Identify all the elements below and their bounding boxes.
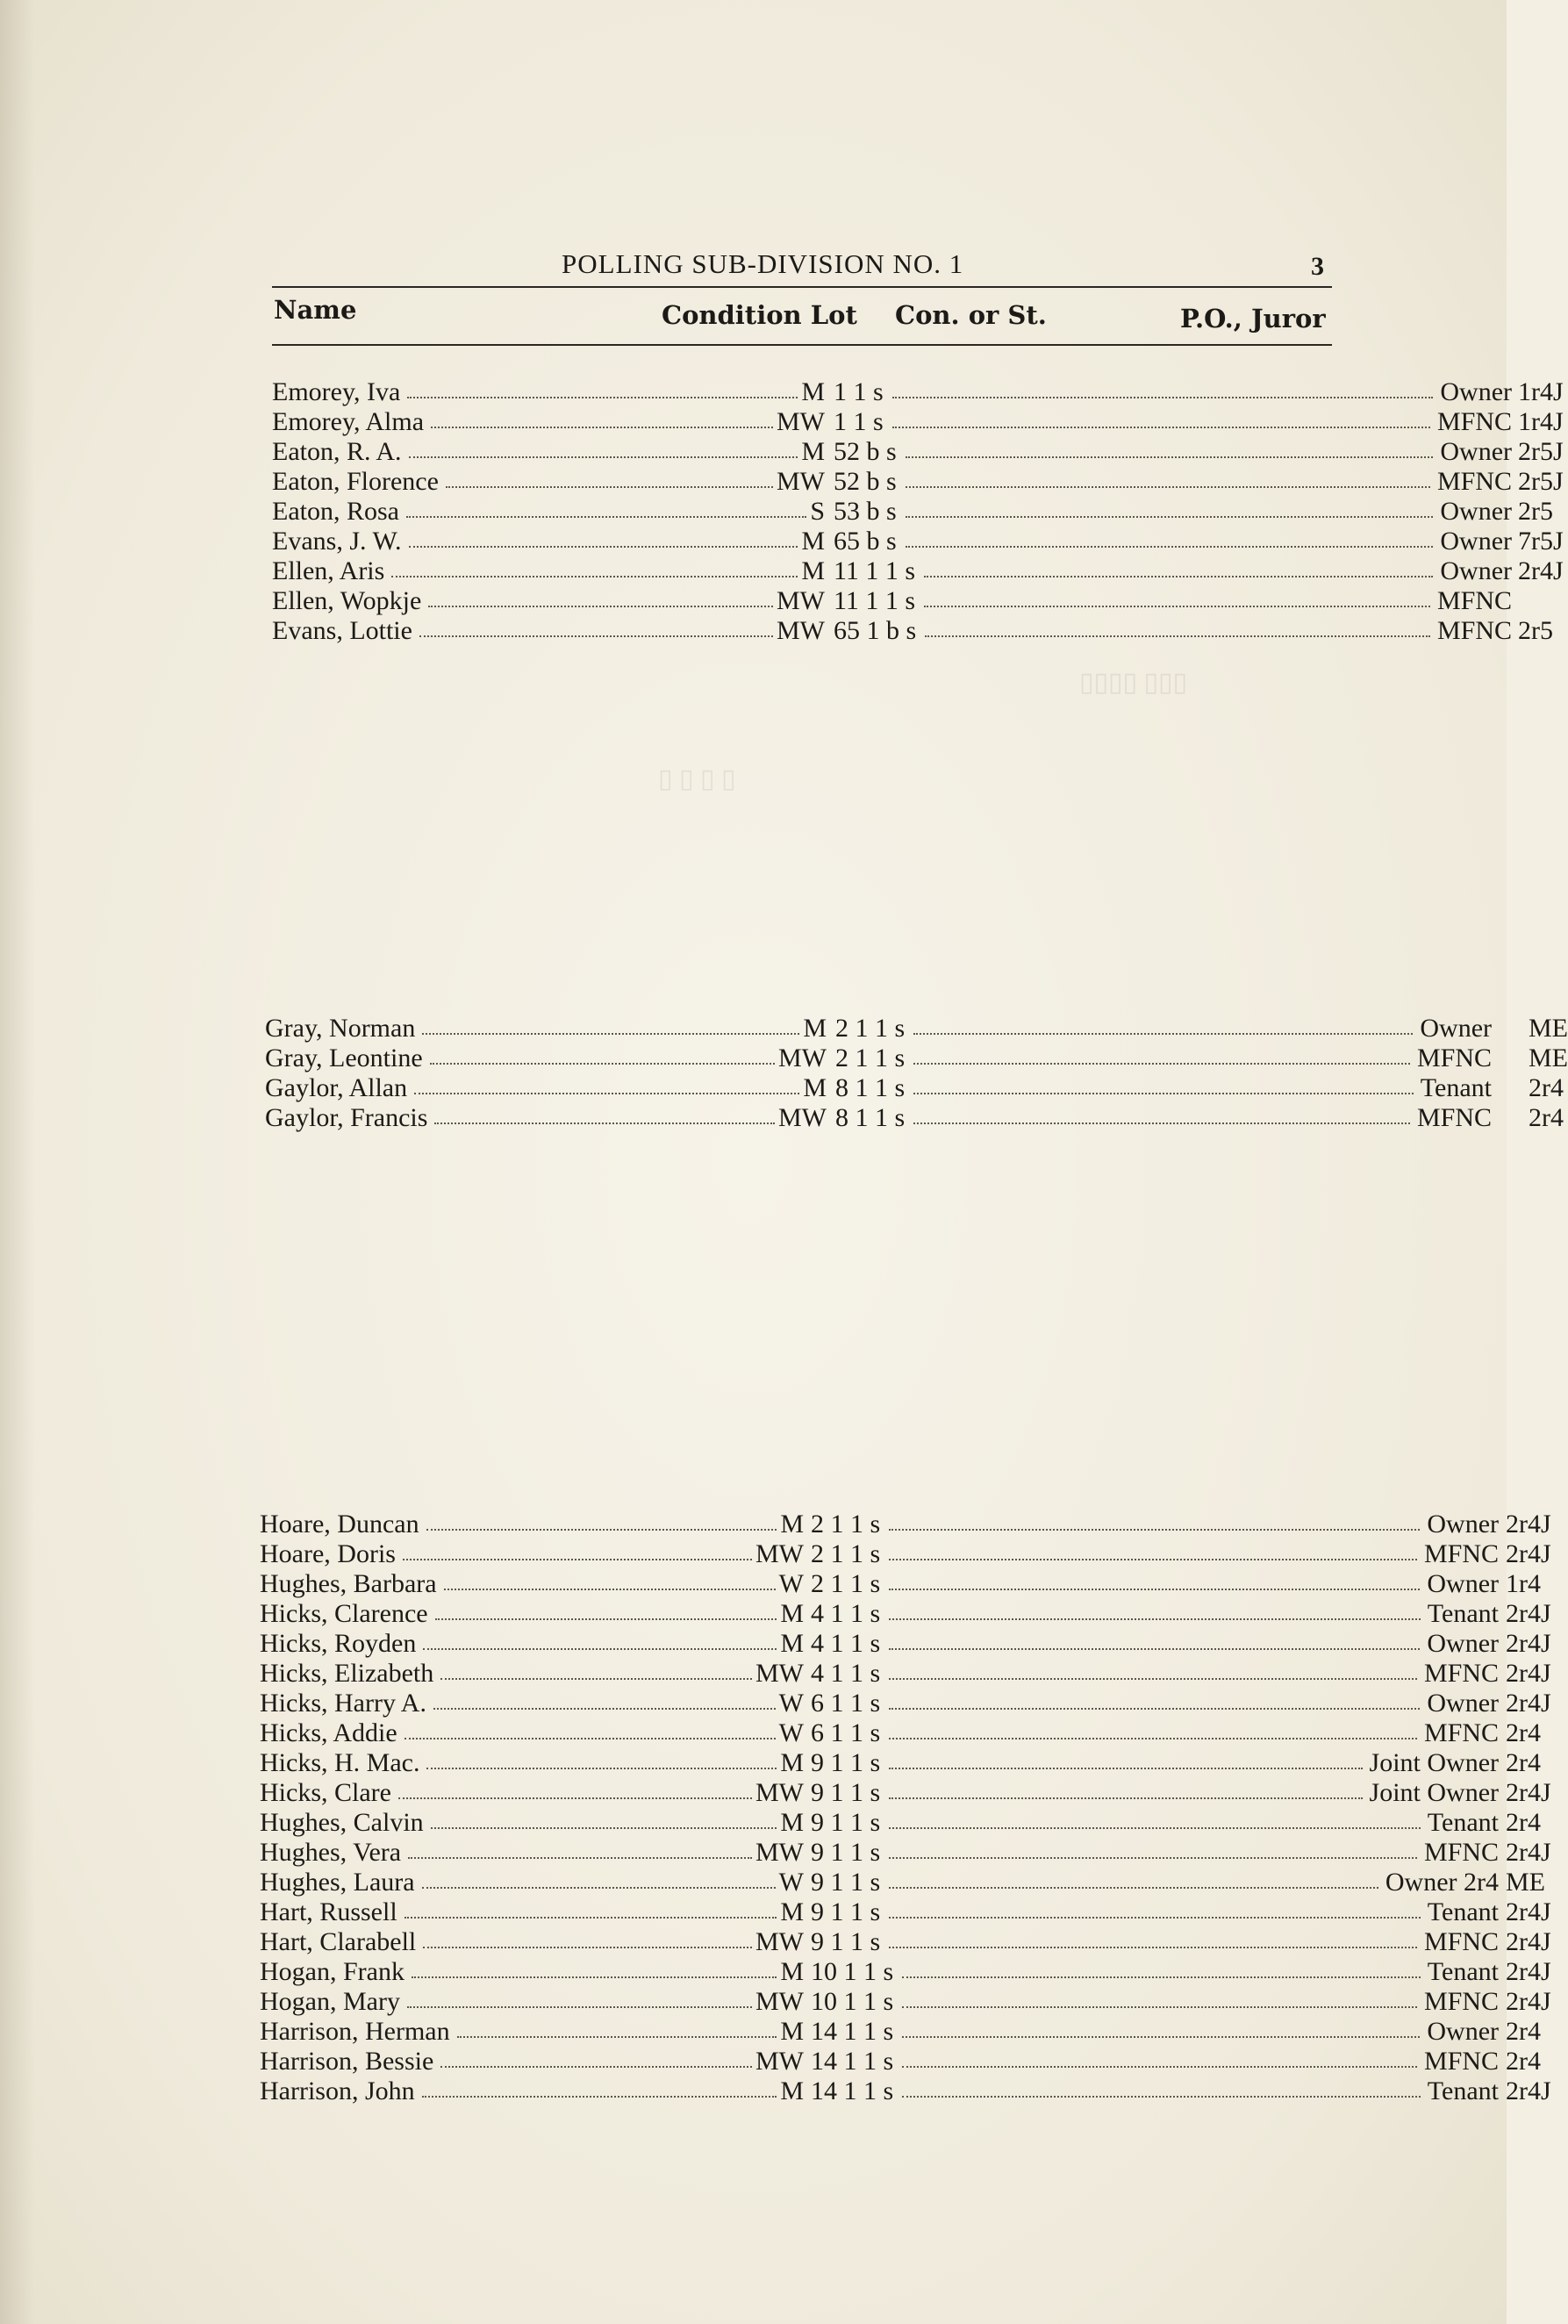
dot-leader [403, 1557, 752, 1560]
voter-lot-con: 14 1 1 s [811, 2077, 894, 2105]
column-header-con-or-st: Con. or St. [895, 300, 1047, 330]
voter-juror: 2r5J [1518, 467, 1564, 496]
voter-po: MFNC [1416, 1103, 1492, 1132]
voter-lot-con: 9 1 1 s [811, 1748, 881, 1777]
voter-juror: 2r4 [1506, 2017, 1541, 2046]
page-number: 3 [1311, 252, 1324, 281]
voter-lot-con: 14 1 1 s [811, 2047, 894, 2076]
bleed-through-mark: ▯ ▯ ▯ ▯ [658, 764, 736, 793]
dot-leader [902, 2034, 1420, 2038]
voter-po: Tenant [1427, 1897, 1499, 1926]
dot-leader [889, 1915, 1421, 1919]
voter-name: Harrison, John [260, 2077, 415, 2105]
voter-condition: M [801, 527, 825, 556]
voter-lot-con: 1 1 s [834, 377, 884, 406]
voter-row [260, 1510, 1551, 1539]
voter-row [272, 467, 1564, 497]
voter-juror: 2r4J [1506, 2077, 1551, 2105]
voter-po: Owner [1427, 1569, 1499, 1598]
dot-leader [889, 1766, 1363, 1769]
voter-condition: M [780, 1957, 804, 1986]
voter-po: MFNC [1436, 467, 1512, 496]
voter-lot-con: 53 b s [834, 497, 897, 526]
voter-condition: W [778, 1868, 804, 1897]
voter-condition: MW [755, 1927, 804, 1956]
dot-leader [902, 2005, 1417, 2008]
dot-leader [902, 1975, 1421, 1978]
voter-name: Gray, Norman [265, 1014, 416, 1043]
voter-lot-con: 8 1 1 s [835, 1073, 906, 1102]
voter-lot-con: 2 1 1 s [835, 1044, 906, 1072]
voter-name: Hicks, Harry A. [260, 1689, 426, 1718]
dot-leader [440, 1676, 752, 1680]
dot-leader [902, 2064, 1417, 2068]
voter-row [272, 527, 1564, 556]
voter-juror: ME [1529, 1014, 1568, 1043]
voter-condition: MW [777, 467, 825, 496]
voter-lot-con: 10 1 1 s [811, 1957, 894, 1986]
voter-juror: 2r4J [1506, 1659, 1551, 1688]
dot-leader [913, 1121, 1410, 1124]
voter-row [260, 1659, 1551, 1689]
voter-name: Eaton, R. A. [272, 437, 402, 466]
voter-condition: M [780, 1629, 804, 1658]
dot-leader [889, 1617, 1421, 1620]
voter-po: Tenant [1427, 2077, 1499, 2105]
voter-juror: 2r4J [1506, 1629, 1551, 1658]
voter-name: Emorey, Iva [272, 377, 401, 406]
voter-row [272, 497, 1553, 527]
dot-leader [906, 484, 1430, 488]
voter-name: Hoare, Duncan [260, 1510, 419, 1539]
dot-leader [430, 1061, 775, 1065]
header-rule-top [272, 286, 1332, 288]
voter-condition: MW [778, 1044, 827, 1072]
voter-juror: 2r4J [1506, 1987, 1551, 2016]
voter-row [260, 1957, 1551, 1987]
voter-name: Hicks, Clarence [260, 1599, 428, 1628]
voter-lot-con: 9 1 1 s [811, 1778, 881, 1807]
dot-leader [892, 395, 1433, 398]
page-title: POLLING SUB-DIVISION NO. 1 [562, 248, 964, 279]
voter-lot-con: 10 1 1 s [811, 1987, 894, 2016]
voter-condition: MW [755, 1987, 804, 2016]
voter-po: Tenant [1420, 1073, 1492, 1102]
dot-leader [889, 1855, 1417, 1859]
voter-juror: 2r4J [1506, 1539, 1551, 1568]
voter-lot-con: 2 1 1 s [811, 1569, 881, 1598]
voter-name: Hughes, Laura [260, 1868, 415, 1897]
voter-row [260, 1569, 1541, 1599]
voter-name: Hughes, Calvin [260, 1808, 424, 1837]
voter-row [260, 1838, 1551, 1868]
voter-po: Owner [1420, 1014, 1492, 1043]
voter-juror: 2r4J [1506, 1778, 1551, 1807]
voter-condition: M [780, 2077, 804, 2105]
voter-condition: M [803, 1014, 827, 1043]
voter-lot-con: 6 1 1 s [811, 1689, 881, 1718]
voter-row [260, 2077, 1551, 2106]
voter-row [260, 1748, 1541, 1778]
dot-leader [423, 1945, 752, 1948]
voter-condition: M [803, 1073, 827, 1102]
voter-juror: ME [1529, 1044, 1568, 1072]
voter-lot-con: 11 1 1 s [834, 586, 916, 615]
voter-group-g [265, 1014, 1568, 1133]
dot-leader [902, 2094, 1421, 2098]
voter-name: Eaton, Rosa [272, 497, 399, 526]
dot-leader [906, 544, 1433, 548]
dot-leader [889, 1945, 1417, 1948]
voter-name: Hogan, Frank [260, 1957, 405, 1986]
voter-name: Hicks, Royden [260, 1629, 417, 1658]
voter-lot-con: 2 1 1 s [811, 1539, 881, 1568]
dot-leader [889, 1706, 1420, 1710]
voter-name: Gaylor, Allan [265, 1073, 408, 1102]
voter-row [260, 1539, 1551, 1569]
voter-juror: 2r4J [1518, 556, 1564, 585]
voter-juror: 2r4 [1529, 1073, 1564, 1102]
voter-po: Owner [1440, 497, 1512, 526]
voter-po: MFNC [1436, 616, 1512, 645]
voter-juror: 2r4J [1506, 1599, 1551, 1628]
voter-juror: 2r4J [1506, 1957, 1551, 1986]
voter-name: Hicks, H. Mac. [260, 1748, 420, 1777]
voter-condition: W [778, 1689, 804, 1718]
voter-lot-con: 6 1 1 s [811, 1718, 881, 1747]
voter-row [260, 2047, 1541, 2077]
voter-po: Joint Owner [1369, 1748, 1499, 1777]
voter-condition: MW [755, 1838, 804, 1867]
voter-lot-con: 52 b s [834, 437, 897, 466]
voter-condition: MW [777, 586, 825, 615]
voter-juror: 2r5J [1518, 437, 1564, 466]
column-header-condition-lot: Condition Lot [662, 300, 857, 330]
voter-name: Harrison, Herman [260, 2017, 450, 2046]
voter-juror: 7r5J [1518, 527, 1564, 556]
voter-po: Joint Owner [1369, 1778, 1499, 1807]
voter-po: Owner [1440, 527, 1512, 556]
voter-condition: MW [778, 1103, 827, 1132]
voter-row [260, 1689, 1551, 1718]
dot-leader [440, 2064, 752, 2068]
voter-lot-con: 9 1 1 s [811, 1808, 881, 1837]
voter-lot-con: 9 1 1 s [811, 1927, 881, 1956]
voter-condition: MW [755, 1659, 804, 1688]
voter-row [260, 1599, 1551, 1629]
voter-condition: W [778, 1718, 804, 1747]
voter-po: Tenant [1427, 1957, 1499, 1986]
voter-lot-con: 11 1 1 s [834, 556, 916, 585]
voter-row [260, 1927, 1551, 1957]
voter-juror: 2r4J [1506, 1897, 1551, 1926]
voter-name: Ellen, Wopkje [272, 586, 422, 615]
voter-condition: M [801, 556, 825, 585]
voter-juror: 2r4J [1506, 1510, 1551, 1539]
voter-condition: M [780, 1510, 804, 1539]
dot-leader [398, 1796, 752, 1799]
voter-row [260, 1718, 1541, 1748]
voter-lot-con: 52 b s [834, 467, 897, 496]
voter-po: Owner [1427, 1689, 1499, 1718]
voter-po: MFNC [1423, 1838, 1499, 1867]
voter-po: MFNC [1436, 407, 1512, 436]
voter-row [260, 1778, 1551, 1808]
voter-name: Gaylor, Francis [265, 1103, 428, 1132]
voter-row [272, 586, 1512, 616]
voter-row [260, 1629, 1551, 1659]
voter-po: Owner 2r4 [1385, 1868, 1499, 1897]
voter-row [265, 1044, 1568, 1073]
voter-po: Owner [1440, 437, 1512, 466]
voter-condition: MW [755, 2047, 804, 2076]
voter-row [272, 437, 1564, 467]
dot-leader [419, 634, 773, 637]
voter-lot-con: 4 1 1 s [811, 1659, 881, 1688]
voter-row [260, 1808, 1541, 1838]
voter-row [272, 616, 1553, 646]
voter-po: MFNC [1423, 1539, 1499, 1568]
voter-po: Owner [1440, 556, 1512, 585]
voter-juror: 2r4 [1506, 2047, 1541, 2076]
voter-juror: 2r5 [1518, 616, 1553, 645]
voter-juror: 1r4 [1506, 1569, 1541, 1598]
voter-condition: M [780, 1748, 804, 1777]
voter-lot-con: 2 1 1 s [835, 1014, 906, 1043]
voter-lot-con: 2 1 1 s [811, 1510, 881, 1539]
voter-lot-con: 9 1 1 s [811, 1868, 881, 1897]
dot-leader [434, 1121, 775, 1124]
voter-lot-con: 9 1 1 s [811, 1838, 881, 1867]
voter-name: Hicks, Elizabeth [260, 1659, 434, 1688]
voter-row [260, 1868, 1545, 1897]
dot-leader [913, 1061, 1410, 1065]
column-header-po-juror: P.O., Juror [1180, 304, 1326, 334]
voter-name: Hughes, Barbara [260, 1569, 437, 1598]
voter-name: Hart, Russell [260, 1897, 397, 1926]
voter-name: Evans, Lottie [272, 616, 412, 645]
dot-leader [925, 634, 1430, 637]
dot-leader [428, 604, 773, 607]
voter-lot-con: 65 b s [834, 527, 897, 556]
dot-leader [924, 574, 1433, 577]
voter-name: Harrison, Bessie [260, 2047, 434, 2076]
voter-po: MFNC [1423, 1927, 1499, 1956]
voter-juror: 2r4J [1506, 1689, 1551, 1718]
header-rule-bottom [272, 344, 1332, 346]
dot-leader [906, 455, 1433, 458]
voter-condition: MW [777, 407, 825, 436]
voter-juror: 2r4 [1529, 1103, 1564, 1132]
voter-po: Owner [1427, 2017, 1499, 2046]
voter-po: MFNC [1423, 1718, 1499, 1747]
dot-leader [889, 1527, 1420, 1531]
voter-name: Emorey, Alma [272, 407, 425, 436]
voter-lot-con: 8 1 1 s [835, 1103, 906, 1132]
voter-condition: MW [755, 1778, 804, 1807]
voter-condition: M [780, 1808, 804, 1837]
dot-leader [889, 1646, 1420, 1650]
dot-leader [431, 425, 773, 428]
voter-name: Evans, J. W. [272, 527, 402, 556]
voter-lot-con: 9 1 1 s [811, 1897, 881, 1926]
voter-juror: 2r4 [1506, 1748, 1541, 1777]
voter-juror: 2r4J [1506, 1927, 1551, 1956]
page-edge-shadow [0, 0, 35, 2324]
voter-po: Tenant [1427, 1599, 1499, 1628]
dot-leader [924, 604, 1430, 607]
voter-condition: M [801, 437, 825, 466]
column-header-name: Name [274, 295, 357, 325]
voter-lot-con: 4 1 1 s [811, 1599, 881, 1628]
voter-po: MFNC [1423, 1659, 1499, 1688]
voter-row [260, 1987, 1551, 2017]
voter-juror: 2r4 [1506, 1808, 1541, 1837]
voter-lot-con: 65 1 b s [834, 616, 917, 645]
voter-name: Hicks, Clare [260, 1778, 391, 1807]
voter-name: Hughes, Vera [260, 1838, 402, 1867]
dot-leader [889, 1676, 1417, 1680]
voter-row [265, 1103, 1564, 1133]
voter-condition: MW [777, 616, 825, 645]
voter-juror: 1r4J [1518, 377, 1564, 406]
voter-po: Owner [1440, 377, 1512, 406]
dot-leader [889, 1736, 1417, 1739]
voter-po: Owner [1427, 1510, 1499, 1539]
dot-leader [889, 1825, 1421, 1829]
voter-name: Hoare, Doris [260, 1539, 396, 1568]
voter-condition: W [778, 1569, 804, 1598]
dot-leader [446, 484, 773, 488]
voter-group-e [272, 377, 1564, 646]
dot-leader [913, 1091, 1414, 1094]
voter-condition: M [780, 1897, 804, 1926]
voter-juror: 2r4 [1506, 1718, 1541, 1747]
dot-leader [892, 425, 1430, 428]
voter-row [260, 2017, 1541, 2047]
voter-juror: 2r4J [1506, 1838, 1551, 1867]
voter-name: Hart, Clarabell [260, 1927, 417, 1956]
voter-condition: M [780, 1599, 804, 1628]
dot-leader [906, 514, 1433, 518]
voter-row [272, 556, 1564, 586]
voter-lot-con: 1 1 s [834, 407, 884, 436]
dot-leader [889, 1587, 1420, 1590]
voter-po: Tenant [1427, 1808, 1499, 1837]
voter-name: Ellen, Aris [272, 556, 385, 585]
dot-leader [889, 1885, 1378, 1889]
voter-row [265, 1073, 1564, 1103]
dot-leader [889, 1557, 1417, 1560]
voter-name: Hogan, Mary [260, 1987, 400, 2016]
dot-leader [889, 1796, 1363, 1799]
voter-row [272, 407, 1564, 437]
voter-lot-con: 14 1 1 s [811, 2017, 894, 2046]
dot-leader [407, 2005, 752, 2008]
voter-condition: MW [755, 1539, 804, 1568]
voter-juror: 1r4J [1518, 407, 1564, 436]
voter-po: MFNC [1423, 1987, 1499, 2016]
voter-condition: S [810, 497, 825, 526]
bleed-through-mark: ▯▯▯▯ ▯▯▯ [1079, 668, 1188, 697]
voter-condition: M [780, 2017, 804, 2046]
voter-po: MFNC [1416, 1044, 1492, 1072]
voter-row [265, 1014, 1568, 1044]
voter-po: MFNC [1436, 586, 1512, 615]
voter-row [272, 377, 1564, 407]
voter-condition: M [801, 377, 825, 406]
voter-name: Eaton, Florence [272, 467, 439, 496]
voter-group-h [260, 1510, 1551, 2106]
voter-juror: 2r5 [1518, 497, 1553, 526]
voter-name: Gray, Leontine [265, 1044, 423, 1072]
voter-juror: ME [1506, 1868, 1545, 1897]
voter-name: Hicks, Addie [260, 1718, 397, 1747]
voter-lot-con: 4 1 1 s [811, 1629, 881, 1658]
dot-leader [408, 1855, 752, 1859]
voter-po: Owner [1427, 1629, 1499, 1658]
voter-po: MFNC [1423, 2047, 1499, 2076]
dot-leader [913, 1031, 1413, 1035]
voter-row [260, 1897, 1551, 1927]
